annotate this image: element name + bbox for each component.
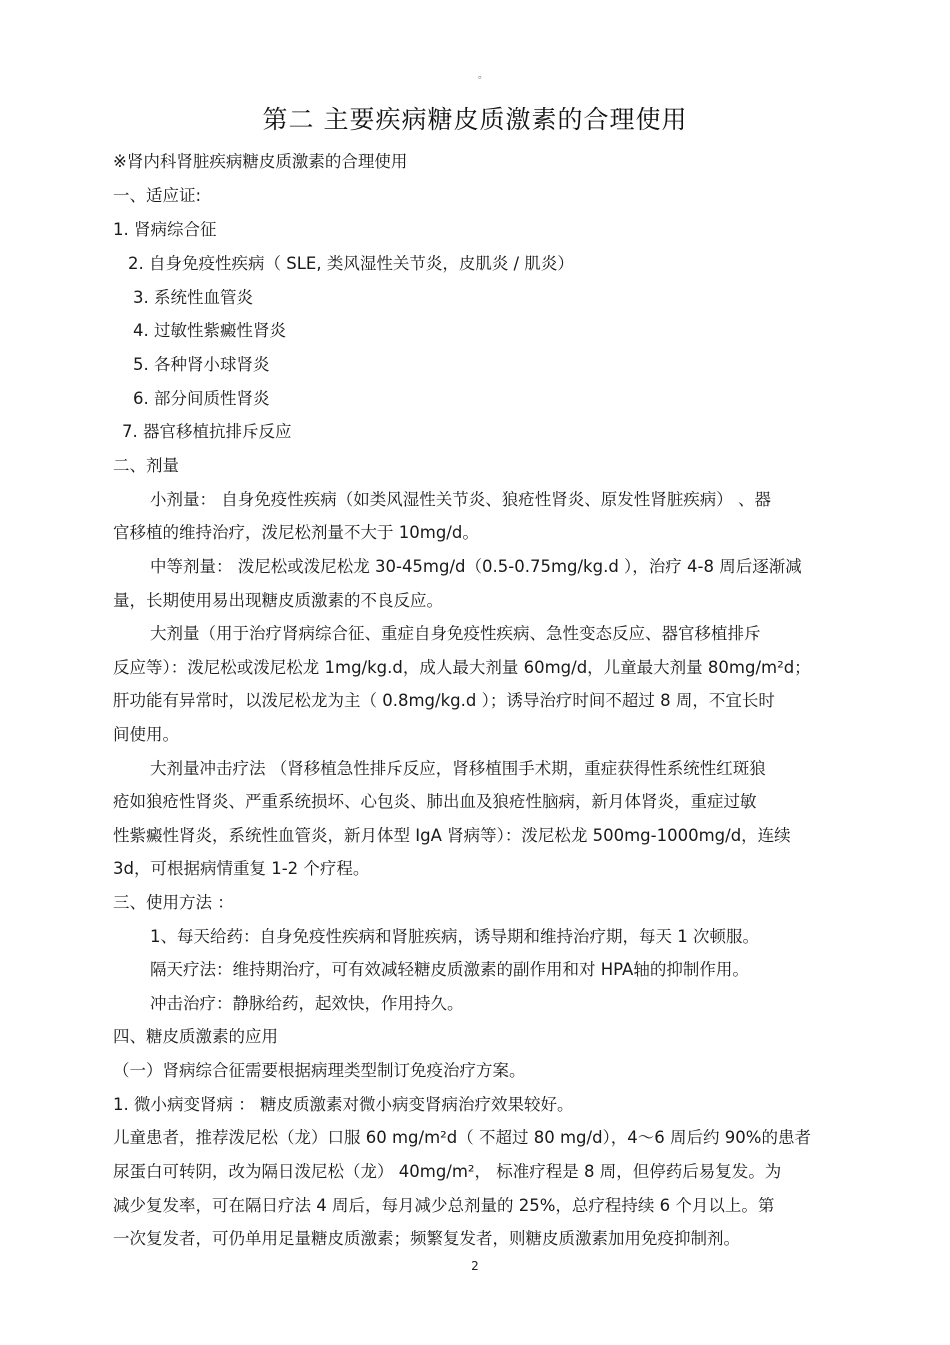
section-heading: 二、剂量 <box>113 456 179 475</box>
paragraph-line: 官移植的维持治疗，泼尼松剂量不大于 10mg/d。 <box>113 523 479 542</box>
paragraph-line: 中等剂量： 泼尼松或泼尼松龙 30-45mg/d（0.5-0.75mg/kg.d ），治疗 4-8 周后逐渐减 <box>150 557 802 576</box>
list-item: 1. 肾病综合征 <box>113 220 217 239</box>
paragraph-line: 疮如狼疮性肾炎、严重系统损坏、心包炎、肺出血及狼疮性脑病，新月体肾炎，重症过敏 <box>113 792 757 811</box>
list-item: 5. 各种肾小球肾炎 <box>133 355 270 374</box>
page-number: 2 <box>471 1259 479 1273</box>
section-heading: 一、适应证: <box>113 186 202 205</box>
paragraph-line: 1. 微小病变肾病 ： 糖皮质激素对微小病变肾病治疗效果较好。 <box>113 1095 574 1114</box>
paragraph-line: 减少复发率，可在隔日疗法 4 周后，每月减少总剂量的 25%，总疗程持续 6 个月以上。第 <box>113 1196 775 1215</box>
paragraph-line: 大剂量（用于治疗肾病综合征、重症自身免疫性疾病、急性变态反应、器官移植排斥 <box>150 624 761 643</box>
paragraph-line: 隔天疗法：维持期治疗，可有效减轻糖皮质激素的副作用和对 HPA轴的抑制作用。 <box>150 960 749 979</box>
section-heading: 三、使用方法 ： <box>113 893 234 912</box>
paragraph-line: 尿蛋白可转阴，改为隔日泼尼松（龙） 40mg/m²， 标准疗程是 8 周，但停药后易复发。为 <box>113 1162 782 1181</box>
subsection-heading: （一）肾病综合征需要根据病理类型制订免疫治疗方案。 <box>113 1061 526 1080</box>
list-item: 7. 器官移植抗排斥反应 <box>122 422 292 441</box>
header-mark: 。 <box>478 70 488 81</box>
paragraph-line: 大剂量冲击疗法 （肾移植急性排斥反应，肾移植围手术期，重症获得性系统性红斑狼 <box>150 759 766 778</box>
paragraph-line: 儿童患者，推荐泼尼松（龙）口服 60 mg/m²d（ 不超过 80 mg/d），4～6 周后约 90%的患者 <box>113 1128 811 1147</box>
list-item: 3. 系统性血管炎 <box>133 288 253 307</box>
list-item: 6. 部分间质性肾炎 <box>133 389 270 408</box>
paragraph-line: 反应等）：泼尼松或泼尼松龙 1mg/kg.d，成人最大剂量 60mg/d，儿童最大剂量 80mg/m²d； <box>113 658 811 677</box>
paragraph-line: 量，长期使用易出现糖皮质激素的不良反应。 <box>113 591 443 610</box>
list-item: 4. 过敏性紫癜性肾炎 <box>133 321 286 340</box>
paragraph-line: 肝功能有异常时，以泼尼松龙为主（ 0.8mg/kg.d ）；诱导治疗时间不超过 8 周，不宜长时 <box>113 691 775 710</box>
paragraph-line: 间使用。 <box>113 725 179 744</box>
section-heading: 四、糖皮质激素的应用 <box>113 1027 278 1046</box>
section-heading: ※肾内科肾脏疾病糖皮质激素的合理使用 <box>113 152 408 171</box>
list-item: 2. 自身免疫性疾病（ SLE, 类风湿性关节炎，皮肌炎 / 肌炎） <box>128 254 574 273</box>
paragraph-line: 冲击治疗：静脉给药，起效快，作用持久。 <box>150 994 464 1013</box>
paragraph-line: 3d，可根据病情重复 1-2 个疗程。 <box>113 859 370 878</box>
paragraph-line: 1、每天给药：自身免疫性疾病和肾脏疾病，诱导期和维持治疗期，每天 1 次顿服。 <box>150 927 759 946</box>
page-title: 第二 主要疾病糖皮质激素的合理使用 <box>262 105 688 134</box>
paragraph-line: 一次复发者，可仍单用足量糖皮质激素；频繁复发者，则糖皮质激素加用免疫抑制剂。 <box>113 1229 740 1248</box>
paragraph-line: 小剂量： 自身免疫性疾病（如类风湿性关节炎、狼疮性肾炎、原发性肾脏疾病） 、器 <box>150 490 771 509</box>
paragraph-line: 性紫癜性肾炎，系统性血管炎，新月体型 IgA 肾病等）：泼尼松龙 500mg-1000mg/d，连续 <box>113 826 791 845</box>
